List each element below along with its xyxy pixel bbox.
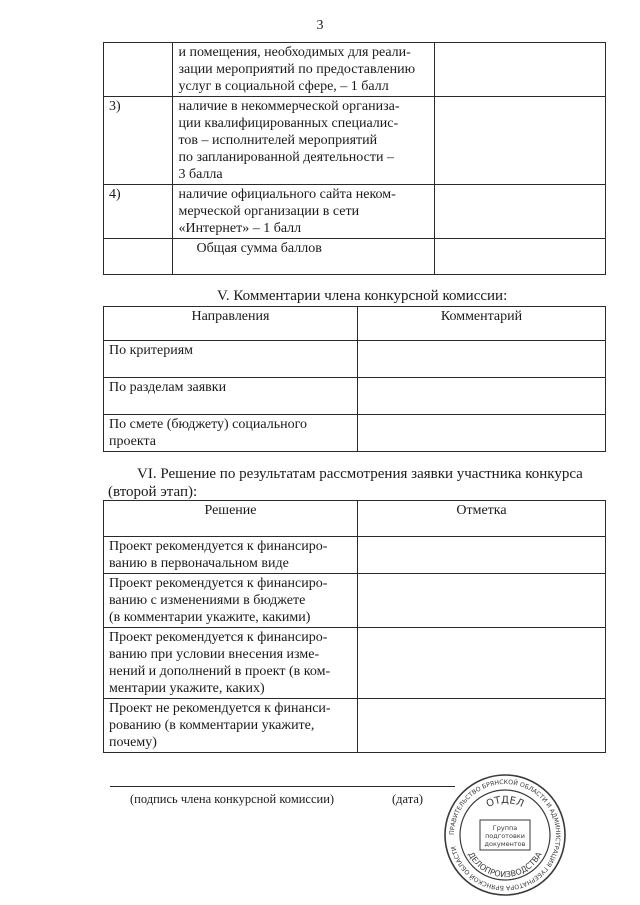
table-row [104, 699, 606, 753]
official-stamp [440, 770, 570, 900]
row-label [104, 341, 358, 378]
decision-option [104, 537, 358, 574]
total-score-label [173, 239, 435, 275]
text-line: Проект рекомендуется к финансиро- [109, 630, 328, 645]
stamp-center-line: Группа [492, 824, 518, 832]
text-line: услуг в социальной сфере, – 1 балл [178, 79, 389, 94]
table-row [104, 239, 606, 275]
text-line: рованию (в комментарии укажите, [109, 718, 315, 733]
text-line: ванию при условии внесения изме- [109, 647, 320, 662]
decision-option [104, 628, 358, 699]
date-label: (дата) [392, 792, 424, 806]
mark-cell[interactable] [358, 537, 606, 574]
text-line: Проект рекомендуется к финансиро- [109, 539, 328, 554]
text-line: по запланированной деятельности – [178, 150, 394, 165]
text-line: проекта [109, 434, 156, 449]
row-label [104, 378, 358, 415]
mark-cell[interactable] [358, 699, 606, 753]
text-line: зации мероприятий по предоставлению [178, 62, 416, 77]
table-row [104, 628, 606, 699]
table-row [104, 43, 606, 97]
table-header-row [104, 501, 606, 537]
row-number [104, 43, 173, 97]
text-line: тов – исполнителей мероприятий [178, 133, 378, 148]
text-line: По смете (бюджету) социального [109, 417, 307, 432]
text-line: «Интернет» – 1 балл [178, 221, 302, 236]
text-line: почему) [109, 735, 157, 750]
score-cell[interactable] [435, 97, 606, 185]
decision-option [104, 699, 358, 753]
table-row [104, 574, 606, 628]
signature-line[interactable] [110, 786, 455, 787]
comment-cell[interactable] [358, 341, 606, 378]
stamp-center-line: подготовки [485, 832, 525, 840]
text-line: мерческой организации в сети [178, 204, 360, 219]
score-cell[interactable] [435, 43, 606, 97]
text-line: наличие в некоммерческой организа- [178, 99, 400, 114]
stamp-arc-bottom: ДЕЛОПРОИЗВОДСТВА [466, 850, 544, 880]
table-row [104, 537, 606, 574]
row-number [104, 239, 173, 275]
text-line: и помещения, необходимых для реали- [178, 45, 411, 60]
row-number: 3) [104, 97, 173, 185]
text-line: Проект не рекомендуется к финанси- [109, 701, 331, 716]
total-score-cell[interactable] [435, 239, 606, 275]
mark-cell[interactable] [358, 574, 606, 628]
row-number: 4) [104, 185, 173, 239]
comment-cell[interactable] [358, 415, 606, 452]
text-line: ванию с изменениями в бюджете [109, 593, 306, 608]
text-line: По разделам заявки [109, 380, 227, 395]
section-v-title: V. Комментарии члена конкурсной комиссии: [217, 288, 508, 304]
stamp-outer-text: ПРАВИТЕЛЬСТВО БРЯНСКОЙ ОБЛАСТИ И АДМИНИСТРАЦИЯ ГУБЕРНАТОРА БРЯНСКОЙ ОБЛАСТИ [448, 778, 562, 892]
signature-label: (подпись члена конкурсной комиссии) [130, 792, 335, 806]
comments-table [103, 306, 606, 452]
text-line: ментарии укажите, каких) [109, 681, 265, 696]
text-line: 3 балла [178, 167, 223, 182]
section-vi-subtitle: (второй этап): [108, 484, 198, 500]
row-label [104, 415, 358, 452]
text-line: Общая сумма баллов [196, 241, 322, 256]
page-number: 3 [316, 18, 324, 33]
criteria-text [173, 185, 435, 239]
decision-table [103, 500, 606, 753]
column-header: Направления [104, 307, 358, 341]
table-row [104, 415, 606, 452]
table-row [104, 378, 606, 415]
score-cell[interactable] [435, 185, 606, 239]
criteria-table [103, 42, 606, 275]
section-vi-title: VI. Решение по результатам рассмотрения заявки участника конкурса [137, 466, 583, 482]
stamp-center-line: документов [484, 840, 526, 848]
text-line: ции квалифицированных специалис- [178, 116, 399, 131]
criteria-text [173, 97, 435, 185]
table-row [104, 185, 606, 239]
column-header: Решение [104, 501, 358, 537]
criteria-text [173, 43, 435, 97]
comment-cell[interactable] [358, 378, 606, 415]
column-header: Отметка [358, 501, 606, 537]
table-row [104, 97, 606, 185]
text-line: По критериям [109, 343, 194, 358]
text-line: нений и дополнений в проект (в ком- [109, 664, 331, 679]
table-header-row [104, 307, 606, 341]
text-line: (в комментарии укажите, какими) [109, 610, 311, 625]
mark-cell[interactable] [358, 628, 606, 699]
text-line: ванию в первоначальном виде [109, 556, 289, 571]
table-row [104, 341, 606, 378]
text-line: наличие официального сайта неком- [178, 187, 396, 202]
decision-option [104, 574, 358, 628]
column-header: Комментарий [358, 307, 606, 341]
stamp-arc-top: ОТДЕЛ [484, 794, 526, 811]
text-line: Проект рекомендуется к финансиро- [109, 576, 328, 591]
